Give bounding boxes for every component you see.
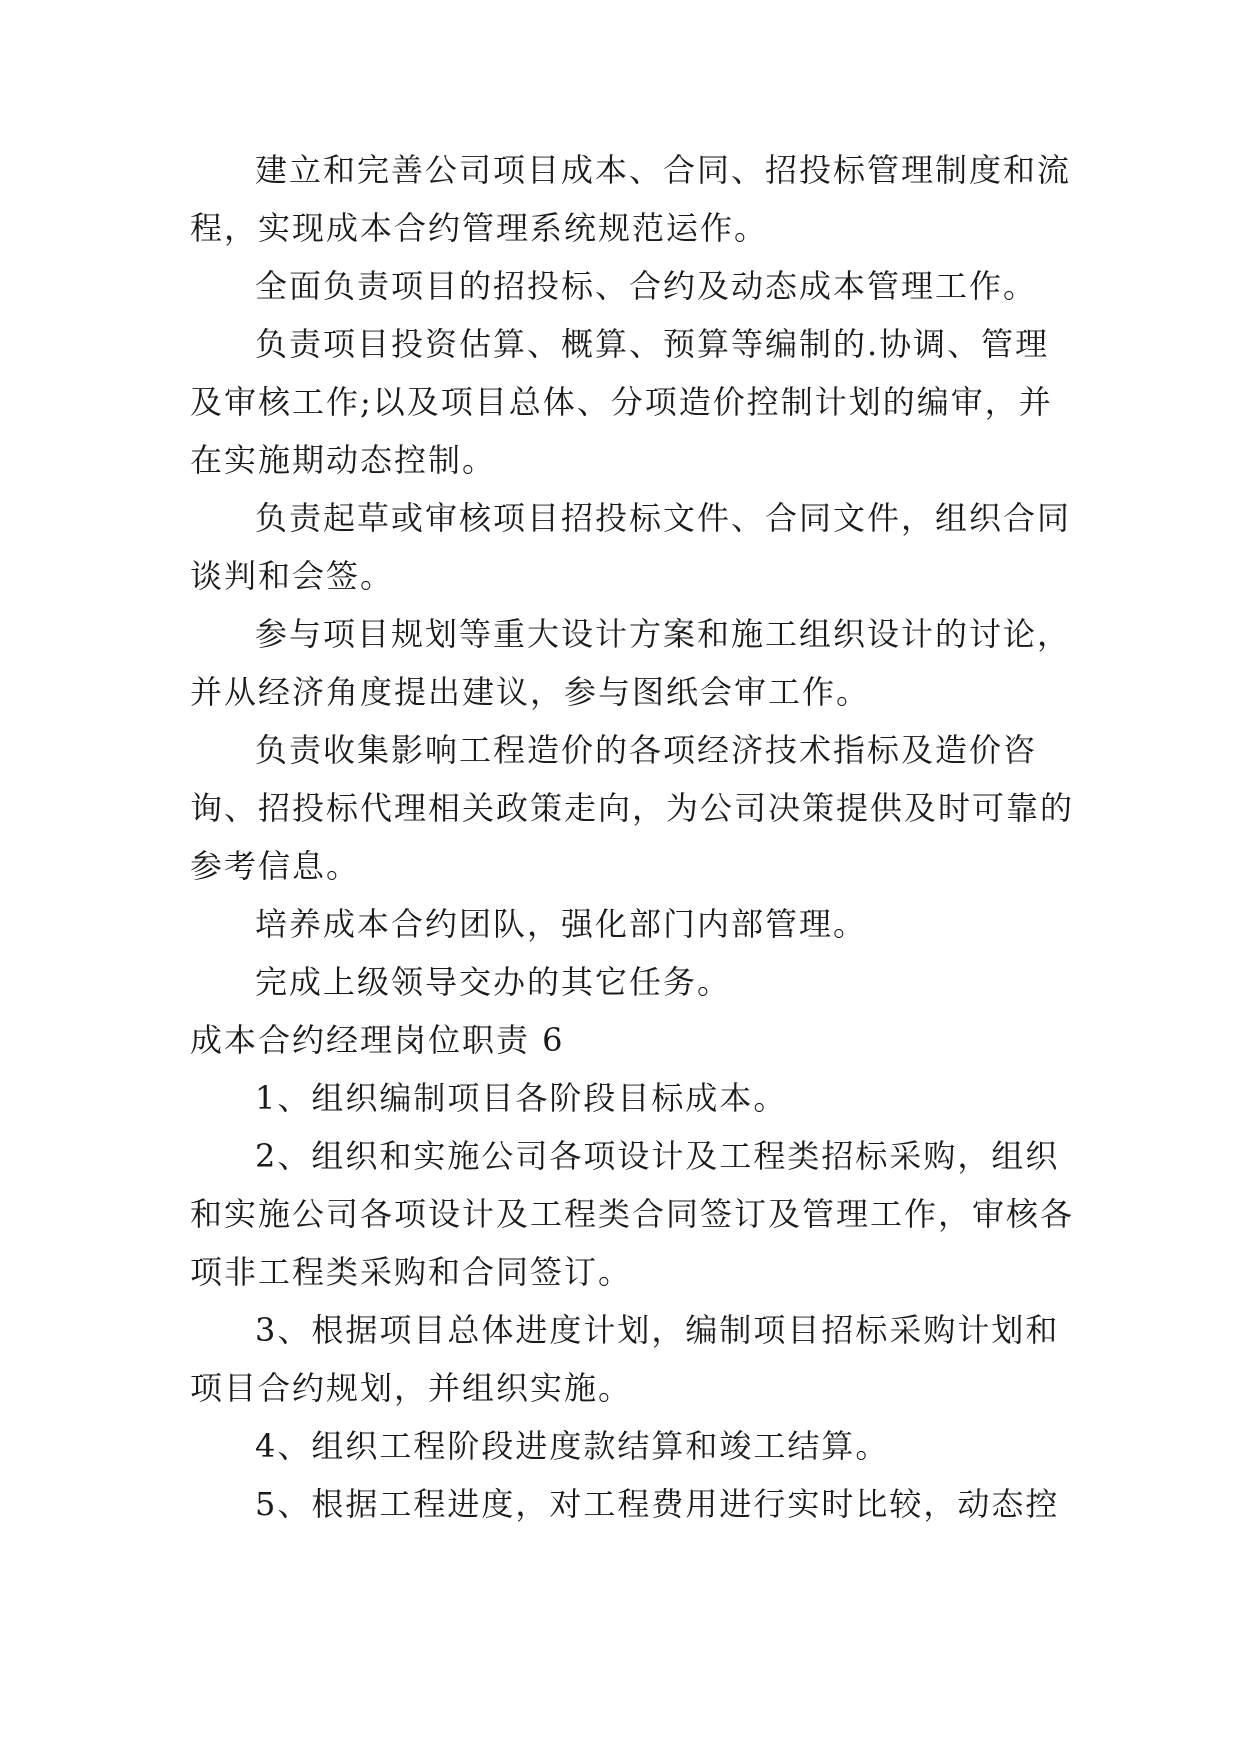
paragraph-line: 询、招投标代理相关政策走向，为公司决策提供及时可靠的 xyxy=(190,789,1075,827)
paragraph-line: 建立和完善公司项目成本、合同、招投标管理制度和流 xyxy=(255,151,1072,189)
paragraph-line: 负责收集影响工程造价的各项经济技术指标及造价咨 xyxy=(255,731,1038,769)
paragraph-line: 并从经济角度提出建议，参与图纸会审工作。 xyxy=(190,673,871,711)
paragraph-line: 3、根据项目总体进度计划，编制项目招标采购计划和 xyxy=(255,1311,1060,1349)
paragraph-line: 2、组织和实施公司各项设计及工程类招标采购，组织 xyxy=(255,1137,1060,1175)
paragraph-line: 项目合约规划，并组织实施。 xyxy=(190,1369,633,1407)
paragraph-line: 及审核工作;以及项目总体、分项造价控制计划的编审，并 xyxy=(190,383,1053,421)
paragraph-line: 在实施期动态控制。 xyxy=(190,441,497,479)
paragraph-line: 全面负责项目的招投标、合约及动态成本管理工作。 xyxy=(255,267,1038,305)
paragraph-line: 完成上级领导交办的其它任务。 xyxy=(255,963,732,1001)
paragraph-line: 参与项目规划等重大设计方案和施工组织设计的讨论， xyxy=(255,615,1072,653)
paragraph-line: 4、组织工程阶段进度款结算和竣工结算。 xyxy=(255,1427,890,1465)
paragraph-line: 5、根据工程进度，对工程费用进行实时比较，动态控 xyxy=(255,1485,1060,1523)
paragraph-line: 负责项目投资估算、概算、预算等编制的.协调、管理 xyxy=(255,325,1050,363)
paragraph-line: 1、组织编制项目各阶段目标成本。 xyxy=(255,1079,788,1117)
paragraph-line: 参考信息。 xyxy=(190,847,361,885)
paragraph-line: 项非工程类采购和合同签订。 xyxy=(190,1253,633,1291)
paragraph-line: 谈判和会签。 xyxy=(190,557,395,595)
section-heading: 成本合约经理岗位职责 6 xyxy=(190,1021,565,1059)
paragraph-line: 负责起草或审核项目招投标文件、合同文件，组织合同 xyxy=(255,499,1072,537)
paragraph-line: 培养成本合约团队，强化部门内部管理。 xyxy=(255,905,868,943)
paragraph-line: 程，实现成本合约管理系统规范运作。 xyxy=(190,209,769,247)
paragraph-line: 和实施公司各项设计及工程类合同签订及管理工作，审核各 xyxy=(190,1195,1075,1233)
